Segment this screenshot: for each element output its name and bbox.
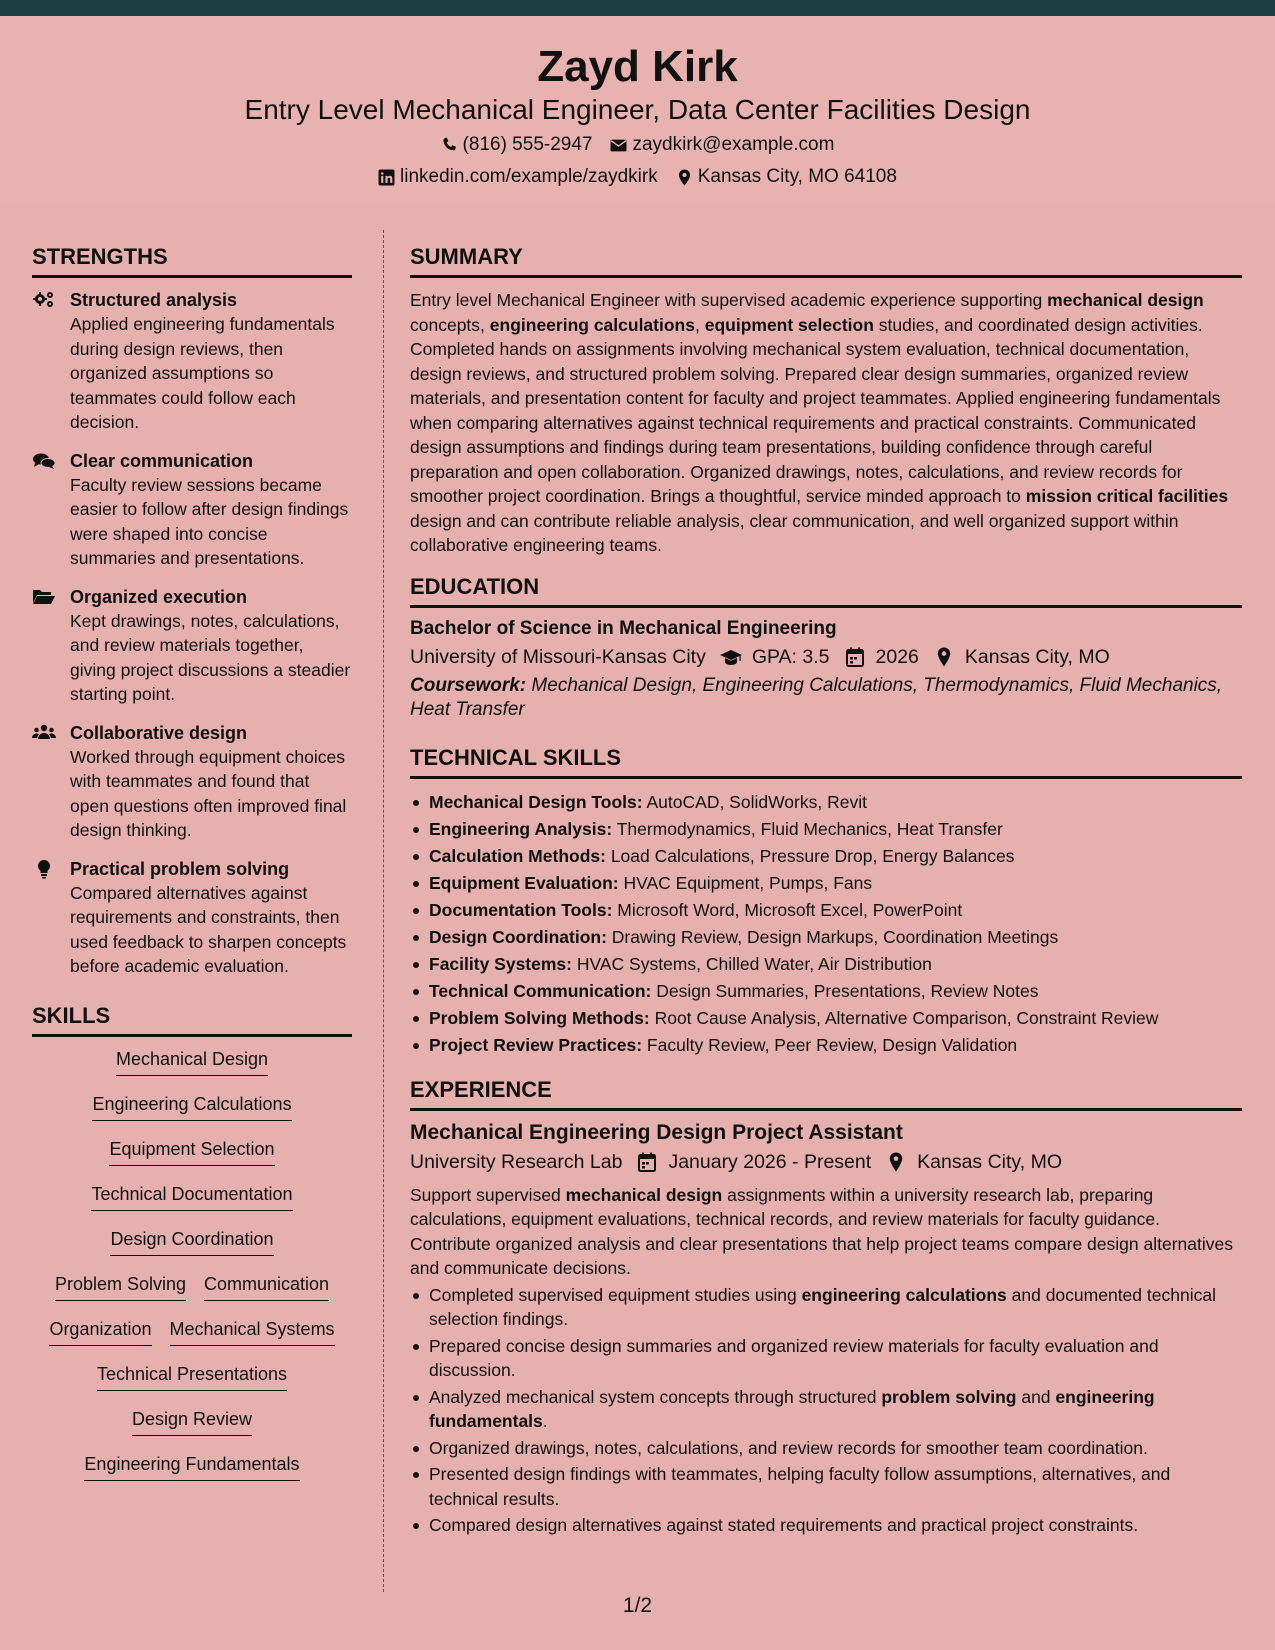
skill-category: Facility Systems: [429,953,572,974]
list-item [410,870,1242,897]
experience-heading: EXPERIENCE [410,1077,1242,1111]
bullet-text: . [542,1411,548,1431]
top-accent-bar [0,0,1275,16]
summary-highlight: mission critical facilities [1025,486,1229,506]
strength-title: Practical problem solving [70,858,290,879]
list-item [410,1334,1242,1383]
phone-text: (816) 555-2947 [462,134,593,155]
skill-values: Load Calculations, Pressure Drop, Energy Balances [605,845,1015,866]
gpa: GPA: 3.5 [751,645,830,668]
list-item [410,978,1242,1005]
skill-category: Problem Solving Methods: [429,1007,650,1028]
calendar-icon [844,647,866,667]
bullet-text: Presented design findings with teammates, helping faculty follow assumptions, alternatives, and technical results. [429,1464,1171,1509]
bullet-text: Compared design alternatives against stated requirements and practical project constraints. [429,1515,1139,1535]
location-contact [676,166,897,188]
list-item [410,924,1242,951]
skills-heading: SKILLS [32,1003,352,1037]
skill-values: Root Cause Analysis, Alternative Comparison, Constraint Review [649,1007,1159,1028]
skill-category: Design Coordination: [429,926,607,947]
education-meta [410,642,1242,672]
strength-description: Compared alternatives against requirements and constraints, then used feedback to sharpen concepts before academic evaluation. [70,882,347,976]
bullet-text: Prepared concise design summaries and organized review materials for faculty evaluation and discussion. [429,1335,1159,1380]
skill-values: HVAC Equipment, Pumps, Fans [618,872,873,893]
strength-description: Kept drawings, notes, calculations, and review materials together, giving project discussions a steadier starting point. [70,610,351,704]
contact-row-1 [0,134,1275,156]
gears-icon [32,290,56,310]
bullet-highlight: problem solving [881,1386,1017,1407]
experience-bullets [410,1283,1242,1538]
bullet-text: Completed supervised equipment studies using [429,1284,802,1305]
lightbulb-icon [32,859,56,879]
list-item [410,1385,1242,1434]
school-location: Kansas City, MO [964,645,1110,668]
skill-tag: Engineering Calculations [92,1092,291,1121]
skill-tag: Problem Solving [55,1272,186,1301]
strength-item [32,721,352,843]
column-divider [383,230,384,1592]
skill-category: Calculation Methods: [429,845,606,866]
job-desc-highlight: mechanical design [565,1184,723,1205]
email-text[interactable]: zaydkirk@example.com [632,134,835,155]
list-item [410,843,1242,870]
phone-contact [441,134,593,156]
bullet-text: Analyzed mechanical system concepts through structured [429,1386,882,1407]
skill-tag: Design Coordination [110,1227,273,1256]
skill-row [32,1227,352,1264]
summary-segment: studies, and coordinated design activities. Completed hands on assignments involving mechanical system evaluation, technical documentation, design reviews, and structured problem solving. Prepared clear design summaries, organized review materials, and presentation content for faculty and project teammates. Applied engineering fundamentals when comparing alternatives against technical requirements and practical constraints. Communicated design assumptions and findings during team presentations, building confidence through careful preparation and open collaboration. Organized drawings, notes, calculations, and review records for smoother project coordination. Brings a thoughtful, service minded approach to [410,314,1221,506]
contact-row-2 [0,166,1275,188]
candidate-name: Zayd Kirk [537,42,738,91]
strengths-heading: STRENGTHS [32,244,352,278]
list-item [410,1513,1242,1538]
map-pin-icon [676,169,693,186]
skills-section [32,1003,352,1489]
job-description [410,1183,1242,1281]
left-column [32,244,352,1489]
bullet-text: and documented technical selection findings. [429,1284,1216,1329]
skill-category: Project Review Practices: [429,1034,643,1055]
graduation-cap-icon [720,647,742,667]
list-item [410,1462,1242,1511]
summary-heading: SUMMARY [410,244,1242,278]
list-item [410,1283,1242,1332]
bullet-highlight: engineering calculations [801,1284,1007,1305]
list-item [410,1005,1242,1032]
summary-segment: , [694,314,705,335]
job-dates: January 2026 - Present [668,1150,872,1173]
comments-icon [32,451,56,471]
phone-icon [441,137,458,154]
skill-row [32,1092,352,1129]
email-contact[interactable] [610,134,834,156]
skill-values: Design Summaries, Presentations, Review Notes [651,980,1039,1001]
degree-title: Bachelor of Science in Mechanical Engineering [410,617,837,639]
linkedin-icon [378,169,395,186]
skill-row [32,1137,352,1174]
summary-highlight: engineering calculations [489,314,695,335]
bullet-text: Organized drawings, notes, calculations, and review records for smoother team coordination. [429,1437,1148,1458]
strength-title: Clear communication [70,450,254,471]
page-number: 1/2 [622,1594,653,1617]
list-item [410,789,1242,816]
strength-title: Organized execution [70,586,248,607]
skill-tag: Organization [49,1317,151,1346]
list-item [410,1436,1242,1461]
map-pin-icon [933,647,955,667]
linkedin-text[interactable]: linkedin.com/example/zaydkirk [400,166,658,187]
skill-row [32,1272,352,1309]
skill-values: HVAC Systems, Chilled Water, Air Distribution [571,953,932,974]
calendar-icon [636,1152,658,1172]
summary-segment: concepts, [410,314,490,335]
coursework-label: Coursework: [410,674,527,696]
list-item [410,816,1242,843]
strength-description: Faculty review sessions became easier to follow after design findings were shaped into concise summaries and presentations. [70,474,349,568]
skill-tag: Engineering Fundamentals [84,1452,299,1481]
list-item [410,1032,1242,1059]
job-desc-segment: assignments within a university research lab, preparing calculations, equipment evaluations, technical records, and review materials for faculty guidance. Contribute organized analysis and clear presentations that help project teams compare design alternatives and communicate decisions. [410,1184,1233,1278]
skill-tag: Communication [204,1272,329,1301]
bullet-text: and [1016,1386,1056,1407]
strength-description: Worked through equipment choices with teammates and found that open questions often improved final design thinking. [70,746,347,840]
skill-row [32,1317,352,1354]
summary-highlight: equipment selection [704,314,874,335]
skill-tag: Technical Presentations [97,1362,287,1391]
linkedin-contact[interactable] [378,166,658,188]
job-meta [410,1147,1242,1177]
summary-text [410,288,1242,558]
graduation-year: 2026 [875,645,919,668]
strength-item [32,857,352,979]
candidate-headline: Entry Level Mechanical Engineer, Data Center Facilities Design [244,94,1031,125]
strength-title: Collaborative design [70,722,248,743]
skill-values: Microsoft Word, Microsoft Excel, PowerPoint [612,899,963,920]
map-pin-icon [885,1152,907,1172]
skill-category: Technical Communication: [429,980,652,1001]
skill-row [32,1182,352,1219]
bullet-highlight: engineering fundamentals [429,1386,1155,1431]
skill-values: AutoCAD, SolidWorks, Revit [642,791,867,812]
skill-row [32,1452,352,1489]
strength-item [32,288,352,435]
right-column [410,244,1242,1540]
strength-title: Structured analysis [70,290,238,310]
school-name: University of Missouri-Kansas City [410,645,706,668]
strength-item [32,585,352,707]
skill-tag: Technical Documentation [91,1182,292,1211]
skill-row [32,1362,352,1399]
skill-category: Documentation Tools: [429,899,613,920]
resume-header [0,16,1275,204]
list-item [410,951,1242,978]
skill-row [32,1407,352,1444]
skill-tag: Equipment Selection [109,1137,274,1166]
skill-category: Mechanical Design Tools: [429,791,643,812]
summary-highlight: mechanical design [1047,290,1204,310]
users-icon [32,723,56,743]
skill-row [32,1047,352,1084]
technical-skills-list [410,789,1242,1059]
job-desc-segment: Support supervised [410,1184,566,1205]
strength-item [32,449,352,571]
skill-tag: Mechanical Systems [170,1317,335,1346]
organization: University Research Lab [410,1150,623,1173]
skill-tag: Design Review [132,1407,252,1436]
folder-open-icon [32,587,56,607]
skill-category: Engineering Analysis: [429,818,613,839]
technical-skills-heading: TECHNICAL SKILLS [410,745,1242,779]
education-heading: EDUCATION [410,574,1242,608]
summary-segment: design and can contribute reliable analysis, clear communication, and well organized support within collaborative engineering teams. [410,510,1179,555]
job-location: Kansas City, MO [917,1150,1062,1173]
summary-segment: Entry level Mechanical Engineer with supervised academic experience supporting [410,290,1048,310]
envelope-icon [610,137,627,154]
coursework-list: Mechanical Design, Engineering Calculations, Thermodynamics, Fluid Mechanics, Heat Transfer [410,674,1223,720]
location-text: Kansas City, MO 64108 [697,166,897,187]
skill-values: Faculty Review, Peer Review, Design Validation [642,1034,1018,1055]
skill-category: Equipment Evaluation: [429,872,619,893]
skill-values: Thermodynamics, Fluid Mechanics, Heat Transfer [612,818,1003,839]
skill-tag: Mechanical Design [116,1047,268,1076]
strength-description: Applied engineering fundamentals during design reviews, then organized assumptions so teammates could follow each decision. [70,314,335,432]
job-title: Mechanical Engineering Design Project Assistant [410,1120,903,1144]
skill-values: Drawing Review, Design Markups, Coordination Meetings [606,926,1059,947]
coursework [410,674,1242,723]
list-item [410,897,1242,924]
